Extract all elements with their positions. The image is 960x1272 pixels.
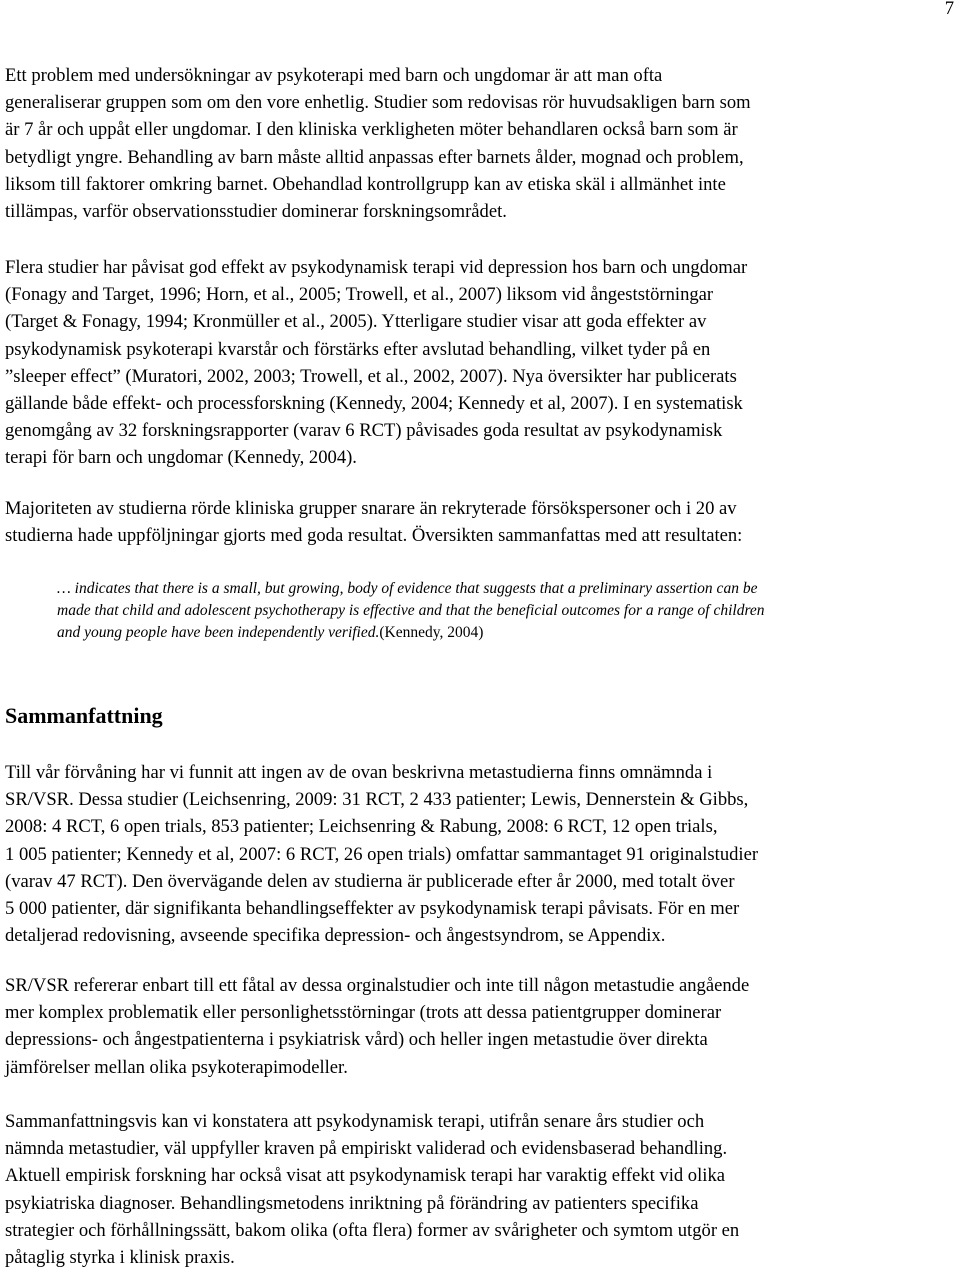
paragraph — [5, 972, 749, 1081]
text-line: SR/VSR. Dessa studier (Leichsenring, 2009: 31 RCT, 2 433 patienter; Lewis, Dennerstein & Gibbs, — [5, 789, 749, 811]
text-line: (Fonagy and Target, 1996; Horn, et al., 2005; Trowell, et al., 2007) liksom vid ångeststörningar — [5, 284, 714, 306]
text-line: jämförelser mellan olika psykoterapimodeller. — [5, 1056, 348, 1078]
paragraph — [5, 254, 747, 472]
text-line: ”sleeper effect” (Muratori, 2002, 2003; Trowell, et al., 2002, 2007). Nya översikter har publicerats — [5, 365, 737, 387]
text-line: Aktuell empirisk forskning har också visat att psykodynamisk terapi har varaktig effekt vid olika — [5, 1165, 725, 1187]
block-quote — [57, 578, 765, 644]
text-line: strategier och förhållningssätt, bakom olika (ofta flera) former av svårigheter och symtom utgör en — [5, 1219, 740, 1241]
text-line: 1 005 patienter; Kennedy et al, 2007: 6 RCT, 26 open trials) omfattar sammantaget 91 originalstudier — [5, 843, 759, 865]
text-line: påtaglig styrka i klinisk praxis. — [5, 1246, 235, 1268]
text-line: är 7 år och uppåt eller ungdomar. I den kliniska verkligheten möter behandlaren också barn som är — [5, 119, 738, 141]
text-line: 2008: 4 RCT, 6 open trials, 853 patienter; Leichsenring & Rabung, 2008: 6 RCT, 12 open trials, — [5, 816, 718, 838]
text-line: nämnda metastudier, väl uppfyller kraven på empiriskt validerad och evidensbaserad behandling. — [5, 1138, 728, 1160]
quote-line-last — [57, 622, 765, 644]
text-line: studierna hade uppföljningar gjorts med goda resultat. Översikten sammanfattas med att resultaten: — [5, 525, 743, 547]
text-line: terapi för barn och ungdomar (Kennedy, 2004). — [5, 447, 357, 469]
text-line: genomgång av 32 forskningsrapporter (varav 6 RCT) påvisades goda resultat av psykodynamisk — [5, 420, 723, 442]
text-line: psykodynamisk psykoterapi kvarstår och förstärks efter avslutad behandling, vilket tyder på en — [5, 338, 711, 360]
text-line: 5 000 patienter, där signifikanta behandlingseffekter av psykodynamisk terapi påvisats. För en mer — [5, 897, 740, 919]
page-number: 7 — [944, 0, 954, 19]
text-line: (Target & Fonagy, 1994; Kronmüller et al., 2005). Ytterligare studier visar att goda effekter av — [5, 311, 707, 333]
text-line: gällande både effekt- och processforskning (Kennedy, 2004; Kennedy et al, 2007). I en systematisk — [5, 392, 743, 414]
quote-citation: (Kennedy, 2004) — [379, 624, 484, 641]
paragraph — [5, 1108, 739, 1271]
text-line: Sammanfattningsvis kan vi konstatera att psykodynamisk terapi, utifrån senare års studier och — [5, 1111, 705, 1132]
paragraph — [5, 495, 742, 549]
text-line: Ett problem med undersökningar av psykoterapi med barn och ungdomar är att man ofta — [5, 65, 663, 86]
text-line: (varav 47 RCT). Den övervägande delen av studierna är publicerade efter år 2000, med totalt över — [5, 870, 735, 892]
text-line: Till vår förvåning har vi funnit att ingen av de ovan beskrivna metastudierna finns omnämnda i — [5, 762, 713, 783]
paragraph — [5, 759, 758, 949]
quote-line: and young people have been independently verified. — [57, 624, 380, 641]
paragraph — [5, 62, 751, 225]
quote-line: made that child and adolescent psychotherapy is effective and that the beneficial outcomes for a range of children — [57, 602, 765, 619]
text-line: Majoriteten av studierna rörde kliniska grupper snarare än rekryterade försökspersoner och i 20 av — [5, 498, 737, 519]
text-line: detaljerad redovisning, avseende specifika depression- och ångestsyndrom, se Appendix. — [5, 925, 666, 947]
text-line: mer komplex problematik eller personlighetsstörningar (trots att dessa patientgrupper dominerar — [5, 1002, 722, 1024]
text-line: liksom till faktorer omkring barnet. Obehandlad kontrollgrupp kan av etiska skäl i allmänhet inte — [5, 173, 726, 195]
text-line: betydligt yngre. Behandling av barn måste alltid anpassas efter barnets ålder, mognad och problem, — [5, 146, 744, 168]
quote-line: … indicates that there is a small, but growing, body of evidence that suggests that a preliminary assertion can be — [57, 580, 758, 597]
text-line: Flera studier har påvisat god effekt av psykodynamisk terapi vid depression hos barn och ungdomar — [5, 257, 748, 278]
text-line: generaliserar gruppen som om den vore enhetlig. Studier som redovisas rör huvudsakligen barn som — [5, 92, 751, 114]
text-line: tillämpas, varför observationsstudier dominerar forskningsområdet. — [5, 200, 507, 222]
text-line: SR/VSR refererar enbart till ett fåtal av dessa orginalstudier och inte till någon metastudie angående — [5, 975, 750, 996]
text-line: psykiatriska diagnoser. Behandlingsmetodens inriktning på förändring av patienters specifika — [5, 1192, 699, 1214]
section-heading: Sammanfattning — [5, 703, 163, 728]
text-line: depressions- och ångestpatienterna i psykiatrisk vård) och heller ingen metastudie över direkta — [5, 1029, 708, 1051]
